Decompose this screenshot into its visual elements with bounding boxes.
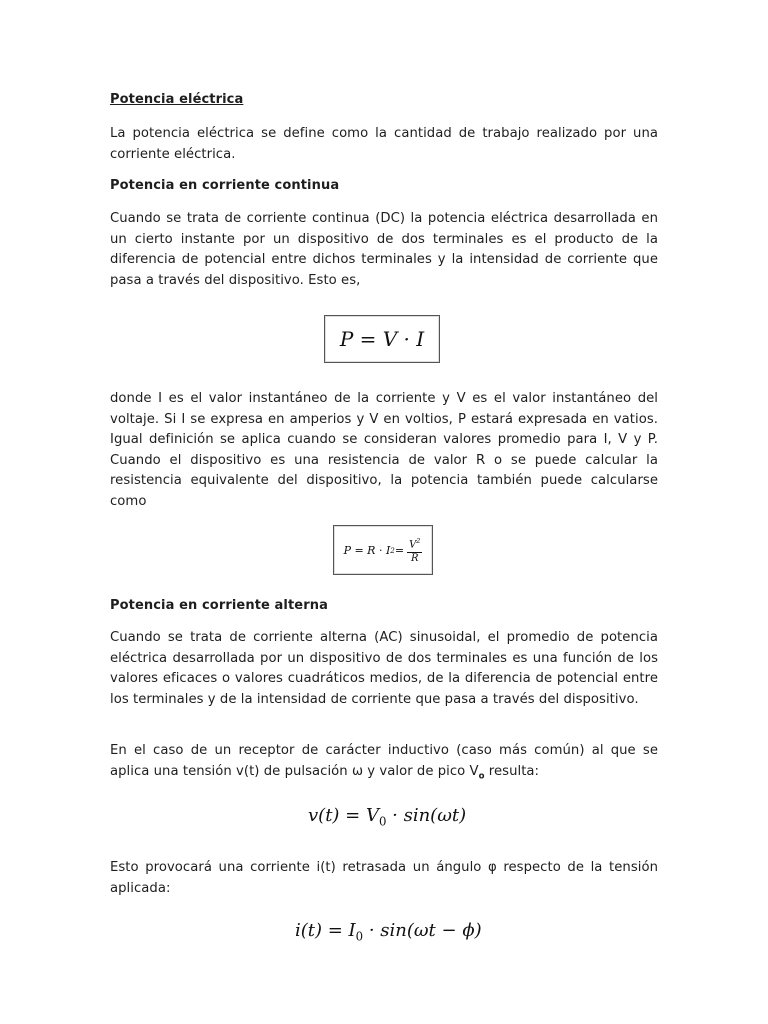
voltage-formula	[308, 805, 466, 829]
ac-paragraph-3: Esto provocará una corriente i(t) retrasada un ángulo φ respecto de la tensión aplicada:	[110, 860, 658, 896]
resistance-formula-exp: 2	[390, 545, 395, 555]
voltage-formula-lhs: v(t) = V	[308, 805, 379, 826]
dc-section-heading: Potencia en corriente continua	[110, 178, 340, 193]
ac-paragraph-2-tail: resulta:	[484, 763, 540, 779]
ac-paragraph-2-sub: o	[478, 771, 485, 782]
intro-paragraph: La potencia eléctrica se define como la cantidad de trabajo realizado por una corriente eléctrica.	[110, 126, 658, 162]
page-title: Potencia eléctrica	[110, 92, 244, 107]
resistance-formula-lhs: P = R · I	[343, 543, 391, 557]
voltage-formula-rhs: · sin(ωt)	[386, 805, 467, 826]
voltage-formula-sub: 0	[378, 814, 387, 829]
ac-paragraph-2-text: En el caso de un receptor de carácter inductivo (caso más común) al que se aplica una tensión v(t) de pulsación ω y valor de pico V	[110, 743, 658, 779]
dc-power-formula	[324, 315, 440, 363]
fraction-num-exp: 2	[416, 537, 421, 546]
dc-paragraph: Cuando se trata de corriente continua (DC) la potencia eléctrica desarrollada en un cierto instante por un dispositivo de dos terminales es el producto de la diferencia de potencial entre dichos terminales y la intensidad de corriente que pasa a través del dispositivo. Esto es,	[110, 211, 658, 288]
document-page	[110, 0, 658, 1024]
ac-paragraph: Cuando se trata de corriente alterna (AC) sinusoidal, el promedio de potencia eléctrica desarrollada por un dispositivo de dos terminales es una función de los valores eficaces o valores cuadráticos medios, de la diferencia de potencial entre los terminales y de la intensidad de corriente que pasa a través del dispositivo.	[110, 630, 658, 707]
ac-section-heading: Potencia en corriente alterna	[110, 598, 328, 613]
current-formula-lhs: i(t) = I	[295, 920, 356, 941]
dc-paragraph-2: donde I es el valor instantáneo de la corriente y V es el valor instantáneo del voltaje. Si I se expresa en amperios y V en voltios, P estará expresada en vatios. Igual definición se aplica cuando se consideran valores promedio para I, V y P. Cuando el dispositivo es una resistencia de valor R o se puede calcular la resistencia equivalente del dispositivo, la potencia también puede calcularse como	[110, 391, 658, 509]
fraction-denominator: R	[410, 552, 419, 564]
current-formula-sub: 0	[355, 929, 364, 944]
resistance-power-formula	[333, 525, 433, 575]
resistance-formula-fraction	[407, 535, 422, 564]
current-formula-rhs: · sin(ωt − ϕ)	[363, 920, 482, 941]
ac-paragraph-2	[110, 741, 658, 787]
current-formula	[295, 920, 482, 944]
dc-power-formula-text: P = V · I	[339, 327, 425, 351]
fraction-num-base: V	[409, 539, 417, 551]
fraction-numerator	[407, 535, 422, 552]
resistance-formula-eq: =	[394, 543, 405, 557]
